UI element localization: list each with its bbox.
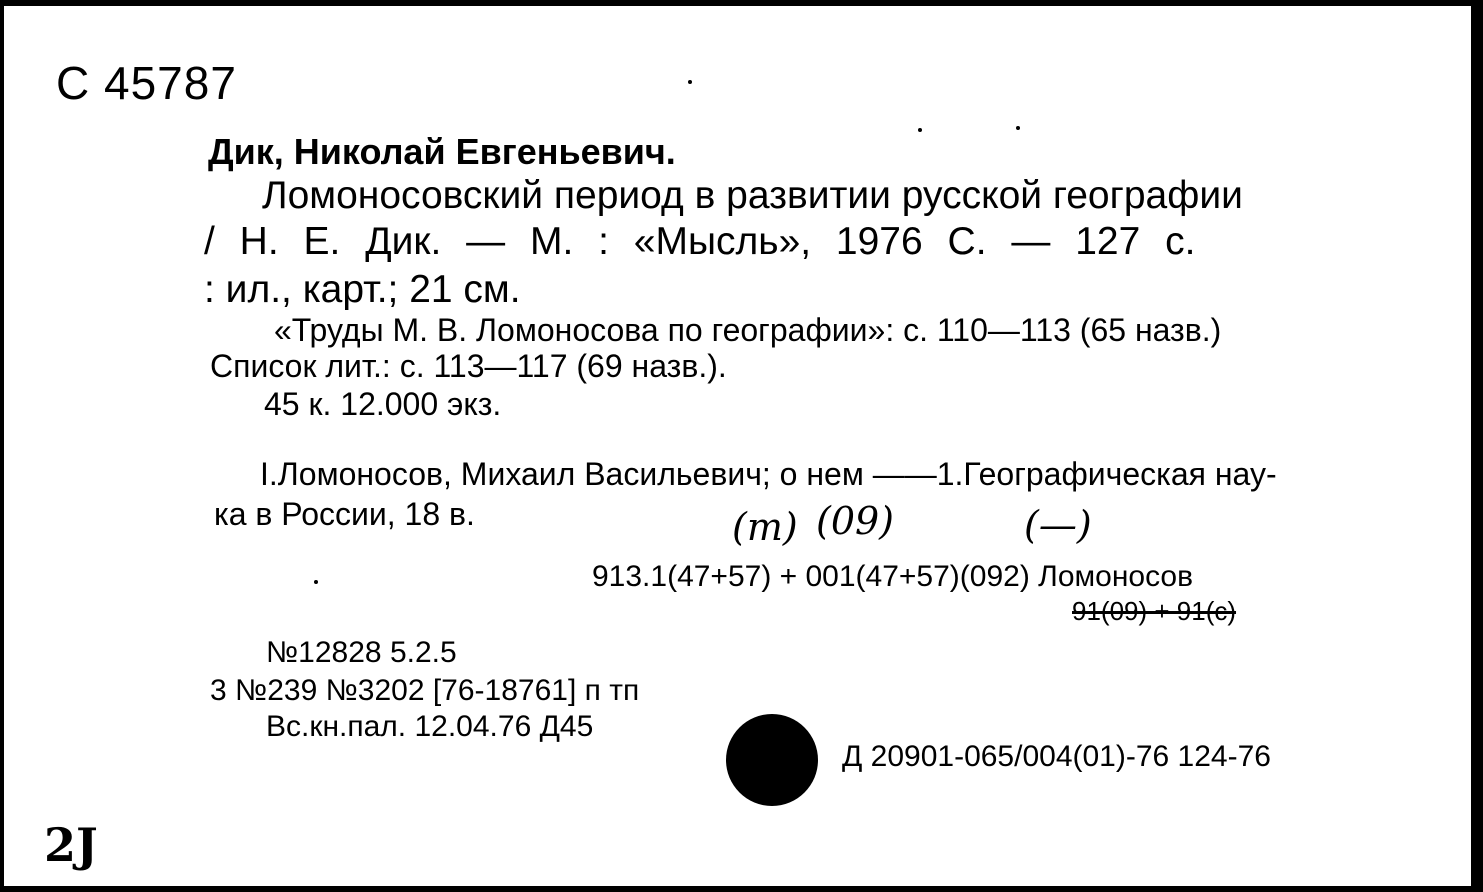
- registry-line-1: №12828 5.2.5: [266, 636, 457, 669]
- title-line-2: / Н. Е. Дик. — М. : «Мысль», 1976 С. — 127 с.: [204, 220, 1196, 263]
- title-line-1: Ломоносовский период в развитии русской географии: [262, 174, 1243, 217]
- dust-speck: [688, 80, 692, 84]
- note-line-2: Список лит.: с. 113—117 (69 назв.).: [210, 348, 727, 384]
- dust-speck: [918, 128, 922, 132]
- classification-index: 913.1(47+57) + 001(47+57)(092) Ломоносов: [592, 560, 1194, 593]
- note-line-3: 45 к. 12.000 экз.: [264, 386, 502, 422]
- corner-handwritten-number: 2J: [44, 818, 98, 872]
- dust-speck: [1016, 126, 1020, 130]
- registry-line-3: Вс.кн.пал. 12.04.76 Д45: [266, 710, 594, 743]
- title-line-3: : ил., карт.; 21 см.: [204, 268, 521, 311]
- subject-line-2: ка в России, 18 в.: [214, 496, 475, 532]
- author-heading: Дик, Николай Евгеньевич.: [208, 131, 676, 172]
- handwritten-mark-t: (т): [732, 505, 798, 549]
- handwritten-mark-dash: (—): [1024, 503, 1092, 547]
- note-line-1: «Труды М. В. Ломоносова по географии»: с. 110—113 (65 назв.): [274, 312, 1222, 348]
- index-code: Д 20901-065/004(01)-76 124-76: [842, 740, 1271, 773]
- dust-speck: [314, 580, 318, 584]
- subject-line-1: I.Ломоносов, Михаил Васильевич; о нем ——1.Географическая нау-: [260, 456, 1277, 492]
- classification-struck: 91(09) + 91(с): [1072, 596, 1237, 626]
- handwritten-mark-09: (09): [816, 499, 895, 543]
- shelf-mark: С 45787: [56, 57, 237, 109]
- registry-line-2: 3 №239 №3202 [76-18761] п тп: [210, 674, 640, 707]
- punch-hole: [726, 714, 818, 806]
